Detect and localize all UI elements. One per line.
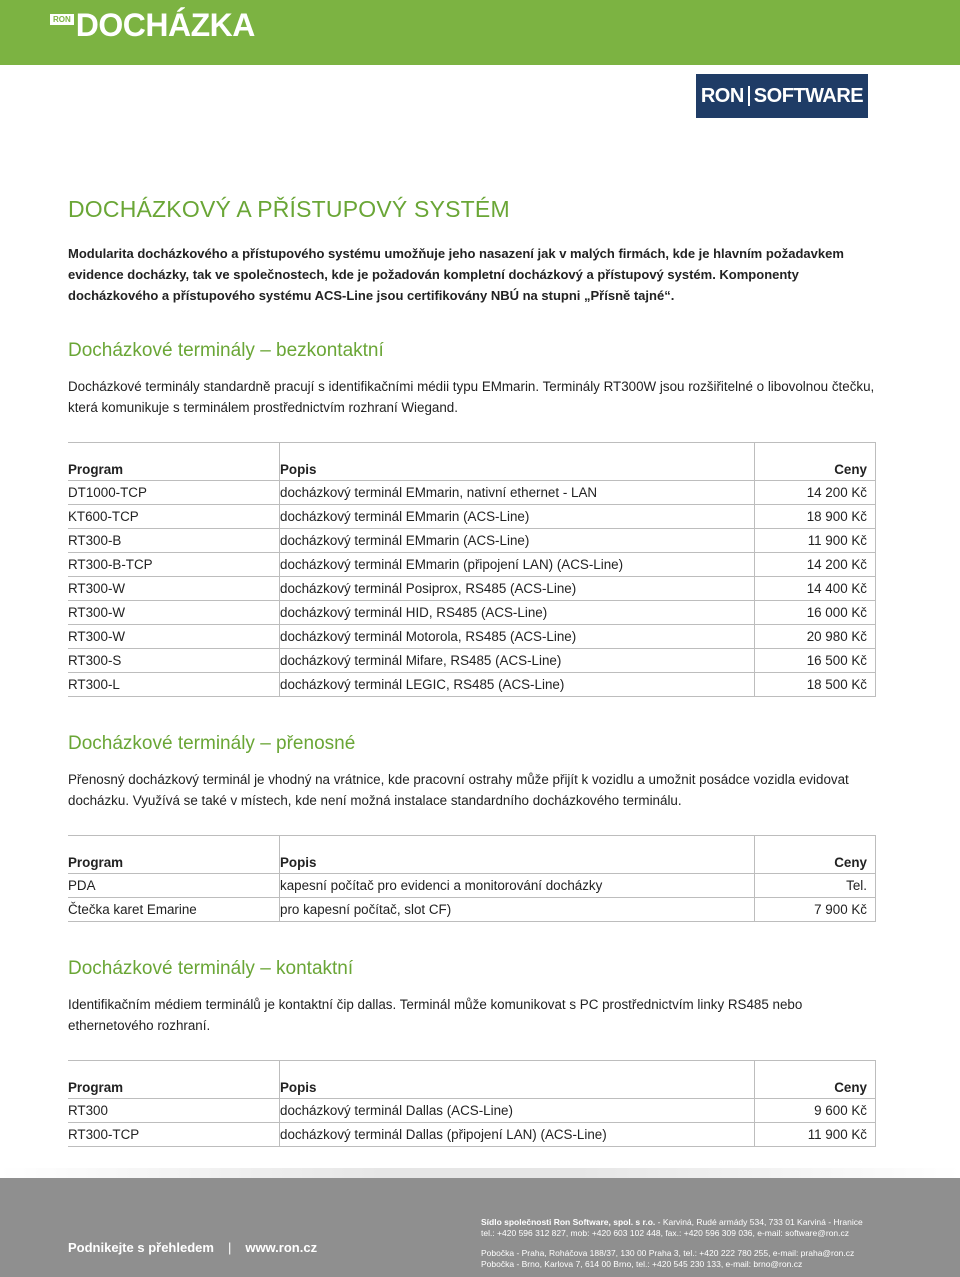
column-header-description: Popis (280, 443, 755, 481)
cell-program: KT600-TCP (68, 505, 280, 529)
cell-description: pro kapesní počítač, slot CF) (280, 898, 755, 922)
table-row (68, 673, 876, 697)
hq-line-2: tel.: +420 596 312 827, mob: +420 603 102 448, fax.: +420 596 309 036, e-mail: software@ron.cz (481, 1228, 850, 1238)
cell-program: RT300-B (68, 529, 280, 553)
section-title: Docházkové terminály – kontaktní (68, 958, 354, 979)
table-row (68, 553, 876, 577)
column-header-description: Popis (280, 1061, 755, 1099)
cell-description: docházkový terminál EMmarin (ACS-Line) (280, 505, 755, 529)
price-table (68, 442, 876, 697)
main-content (68, 196, 878, 1147)
section-title: Docházkové terminály – přenosné (68, 733, 356, 754)
logo-left: RON (700, 84, 744, 107)
cell-program: RT300-B-TCP (68, 553, 280, 577)
table-row (68, 898, 876, 922)
table-header-row (68, 443, 876, 481)
table-row (68, 601, 876, 625)
cell-program: RT300-W (68, 577, 280, 601)
cell-description: docházkový terminál EMmarin, nativní ethernet - LAN (280, 481, 755, 505)
cell-program: RT300-S (68, 649, 280, 673)
section-contact (68, 958, 878, 1147)
app-title: DOCHÁZKA (75, 7, 255, 43)
cell-price: 18 900 Kč (755, 505, 876, 529)
footer-separator: | (227, 1240, 232, 1255)
cell-description: docházkový terminál EMmarin (ACS-Line) (280, 529, 755, 553)
cell-program: PDA (68, 874, 280, 898)
section-text: Identifikačním médiem terminálů je kontaktní čip dallas. Terminál může komunikovat s PC prostřednictvím linky RS485 nebo ethernetového rozhraní. (68, 997, 803, 1033)
section-text: Přenosný docházkový terminál je vhodný na vrátnice, kde pracovní ostrahy může přijít k vozidlu a umožnit posádce vozidla evidovat docházku. Využívá se také v místech, kde není možná instalace standardního docházkového terminálu. (68, 772, 849, 808)
cell-program: RT300-L (68, 673, 280, 697)
cell-description: docházkový terminál EMmarin (připojení LAN) (ACS-Line) (280, 553, 755, 577)
section-text: Docházkové terminály standardně pracují s identifikačními médii typu EMmarin. Terminály RT300W jsou rozšiřitelné o libovolnou čtečku, která komunikuje s terminálem prostřednictvím rozhraní Wiegand. (68, 379, 875, 415)
table-row (68, 1099, 876, 1123)
column-header-price: Ceny (755, 836, 876, 874)
cell-program: DT1000-TCP (68, 481, 280, 505)
cell-price: 14 200 Kč (755, 553, 876, 577)
intro-paragraph: Modularita docházkového a přístupového systému umožňuje jeho nasazení jak v malých firmách, kde je hlavním požadavkem evidence docházky, tak ve společnostech, kde je požadován kompletní docházkový a přístupový systém. Komponenty docházkového a přístupového systému ACS-Line jsou certifikovány NBÚ na stupni „Přísně tajné“. (68, 246, 844, 303)
cell-description: docházkový terminál Motorola, RS485 (ACS-Line) (280, 625, 755, 649)
column-header-description: Popis (280, 836, 755, 874)
cell-price: Tel. (755, 874, 876, 898)
price-table (68, 1060, 876, 1147)
logo-text (701, 85, 863, 108)
table-row (68, 505, 876, 529)
cell-description: docházkový terminál Mifare, RS485 (ACS-Line) (280, 649, 755, 673)
table-row (68, 649, 876, 673)
column-header-program: Program (68, 836, 280, 874)
cell-price: 20 980 Kč (755, 625, 876, 649)
column-header-price: Ceny (755, 443, 876, 481)
header-band (0, 0, 960, 65)
ron-software-logo (696, 74, 868, 118)
cell-description: docházkový terminál HID, RS485 (ACS-Line) (280, 601, 755, 625)
cell-price: 11 900 Kč (755, 1123, 876, 1147)
column-header-price: Ceny (755, 1061, 876, 1099)
table-row (68, 625, 876, 649)
cell-price: 7 900 Kč (755, 898, 876, 922)
cell-description: docházkový terminál Dallas (připojení LAN) (ACS-Line) (280, 1123, 755, 1147)
cell-price: 18 500 Kč (755, 673, 876, 697)
column-header-program: Program (68, 1061, 280, 1099)
page-title: DOCHÁZKOVÝ A PŘÍSTUPOVÝ SYSTÉM (68, 196, 510, 222)
table-row (68, 874, 876, 898)
table-row (68, 481, 876, 505)
cell-price: 16 000 Kč (755, 601, 876, 625)
cell-description: kapesní počítač pro evidenci a monitorování docházky (280, 874, 755, 898)
table-row (68, 1123, 876, 1147)
hq-line-1 (481, 1217, 941, 1228)
cell-program: RT300-W (68, 601, 280, 625)
hq-address: - Karviná, Rudé armády 534, 733 01 Karviná - Hranice (655, 1217, 863, 1227)
cell-description: docházkový terminál Posiprox, RS485 (ACS-Line) (280, 577, 755, 601)
cell-price: 14 200 Kč (755, 481, 876, 505)
branch-brno: Pobočka - Brno, Karlova 7, 614 00 Brno, tel.: +420 545 230 133, e-mail: brno@ron.cz (481, 1259, 803, 1269)
price-table (68, 835, 876, 922)
header-logo (50, 8, 255, 42)
logo-right: SOFTWARE (753, 84, 864, 107)
cell-program: Čtečka karet Emarine (68, 898, 280, 922)
cell-description: docházkový terminál Dallas (ACS-Line) (280, 1099, 755, 1123)
column-header-program: Program (68, 443, 280, 481)
website-link[interactable]: www.ron.cz (245, 1240, 318, 1255)
cell-description: docházkový terminál LEGIC, RS485 (ACS-Line) (280, 673, 755, 697)
ron-mini-logo: RON (50, 14, 74, 25)
cell-price: 11 900 Kč (755, 529, 876, 553)
branch-praha: Pobočka - Praha, Roháčova 188/37, 130 00 Praha 3, tel.: +420 222 780 255, e-mail: praha@ron.cz (481, 1248, 855, 1258)
cell-price: 14 400 Kč (755, 577, 876, 601)
table-row (68, 577, 876, 601)
table-header-row (68, 1061, 876, 1099)
footer (0, 1178, 960, 1277)
table-header-row (68, 836, 876, 874)
cell-program: RT300-W (68, 625, 280, 649)
section-contactless (68, 340, 878, 697)
section-title: Docházkové terminály – bezkontaktní (68, 340, 384, 361)
section-portable (68, 733, 878, 922)
footer-slogan-block (68, 1240, 317, 1255)
cell-price: 16 500 Kč (755, 649, 876, 673)
logo-separator (748, 86, 750, 106)
table-row (68, 529, 876, 553)
footer-divider (0, 1168, 960, 1178)
cell-price: 9 600 Kč (755, 1099, 876, 1123)
cell-program: RT300 (68, 1099, 280, 1123)
hq-company: Sídlo společnosti Ron Software, spol. s r.o. (481, 1217, 656, 1227)
cell-program: RT300-TCP (68, 1123, 280, 1147)
footer-contacts (481, 1217, 941, 1270)
footer-slogan: Podnikejte s přehledem (68, 1240, 214, 1255)
